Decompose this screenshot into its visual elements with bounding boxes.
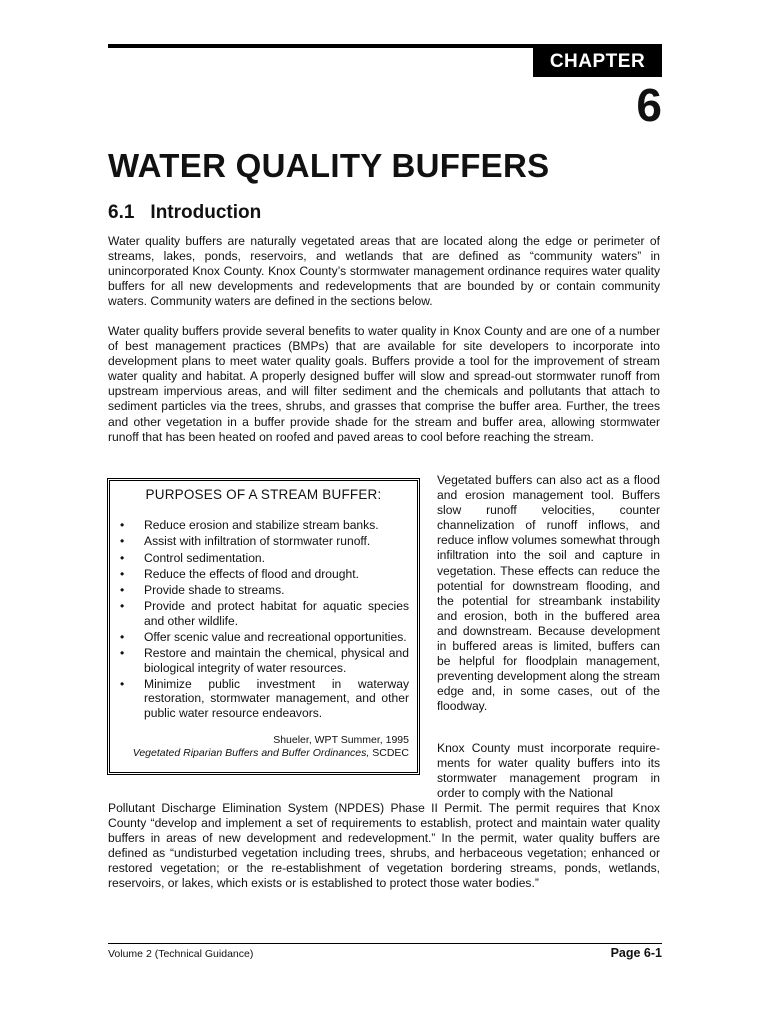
bullet-icon: • (120, 566, 125, 581)
column-paragraph-1: Vegetated buffers can also act as a flood and erosion management tool. Buffers slow runoff velocities, counter channelization of runoff inflows, and reduce inflow volumes somewhat through infiltration into the soil and capture in vegetation. These effects can reduce the potential for downstream flooding, and the potential for streambank instability and erosion, both in the buffered area and downstream. Because development in buffered areas is limited, buffers can be helpful for floodplain management, preventing development along the stream edge and, in some cases, out of the floodway. (437, 473, 660, 714)
footer-page-number: Page 6-1 (610, 946, 662, 960)
npdes-paragraph: Pollutant Discharge Elimination System (NPDES) Phase II Permit. The permit requires that Knox County “develop and implement a set of requirements to establish, protect and maintain water quality buffers in areas of new development and redevelopment.” In the permit, water quality buffers are defined as “undisturbed vegetation including trees, shrubs, and herbaceous vegetation; enhanced or restored vegetation; or the re-establishment of vegetation bordering streams, ponds, wetlands, reservoirs, or lakes, which exists or is established to protect those water bodies.” (108, 801, 660, 891)
intro-paragraph-1: Water quality buffers are naturally vegetated areas that are located along the edge or perimeter of streams, lakes, ponds, reservoirs, and wetlands that are defined as “community waters” in unincorporated Knox County. Knox County’s stormwater management ordinance requires water quality buffers for all new developments and redevelopments that are bounded by or contain community waters. Community waters are defined in the sections below. (108, 234, 660, 309)
footer-rule (108, 943, 662, 944)
section-number: 6.1 (108, 202, 135, 223)
page-title: WATER QUALITY BUFFERS (108, 147, 550, 184)
list-item: • Control sedimentation. (120, 550, 266, 565)
list-item: • Assist with infiltration of stormwater runoff. (120, 534, 371, 549)
bullet-icon: • (120, 583, 125, 598)
purposes-box-title: PURPOSES OF A STREAM BUFFER: (145, 487, 382, 502)
list-item: • Offer scenic value and recreational opportunities. (120, 630, 407, 645)
purposes-list (118, 518, 409, 720)
bullet-icon: • (120, 534, 125, 549)
intro-paragraph-2: Water quality buffers provide several benefits to water quality in Knox County and are one of a number of best management practices (BMPs) that are available for site developers to incorporate into development plans to meet water quality goals. Buffers provide a tool for the improvement of stream water quality and habitat. A properly designed buffer will slow and spread-out stormwater runoff from upstream impervious areas, and will filter sediment and the chemicals and pollutants that attach to sediment particles via the trees, shrubs, and grasses that comprise the buffer area. Further, the trees and other vegetation in a buffer provide shade for the stream and buffer area, allowing stormwater runoff that has been heated on roofed and paved areas to cool before reaching the stream. (108, 324, 660, 444)
bullet-icon: • (120, 518, 125, 532)
box-citation (118, 734, 409, 760)
list-item: • Reduce erosion and stabilize stream banks. (120, 518, 379, 532)
list-item: • Restore and maintain the chemical, physical and biological integrity of water resources. (120, 646, 409, 675)
list-item: • Minimize public investment in waterway restoration, stormwater management, and other public water resource endeavors. (120, 676, 409, 720)
bullet-icon: • (120, 630, 125, 645)
list-item: • Reduce the effects of flood and drought. (120, 566, 359, 581)
citation-line-1: Shueler, WPT Summer, 1995 (273, 733, 409, 746)
footer-volume: Volume 2 (Technical Guidance) (108, 948, 254, 960)
bullet-icon: • (120, 646, 125, 661)
bullet-icon: • (120, 550, 125, 565)
list-item: • Provide shade to streams. (120, 583, 285, 598)
bullet-icon: • (120, 599, 125, 614)
bullet-icon: • (120, 676, 125, 691)
section-title: Introduction (150, 202, 262, 223)
list-item: • Provide and protect habitat for aquatic species and other wildlife. (120, 599, 409, 628)
chapter-label: CHAPTER (533, 46, 662, 77)
column-paragraph-2: Knox County must incorporate require-ments for water quality buffers into its stormwater management program in order to comply with the National (437, 741, 660, 801)
chapter-number: 6 (636, 79, 662, 131)
section-heading (108, 202, 261, 224)
citation-line-2: Vegetated Riparian Buffers and Buffer Ordinances, SCDEC (132, 746, 409, 759)
purposes-box (107, 478, 420, 775)
